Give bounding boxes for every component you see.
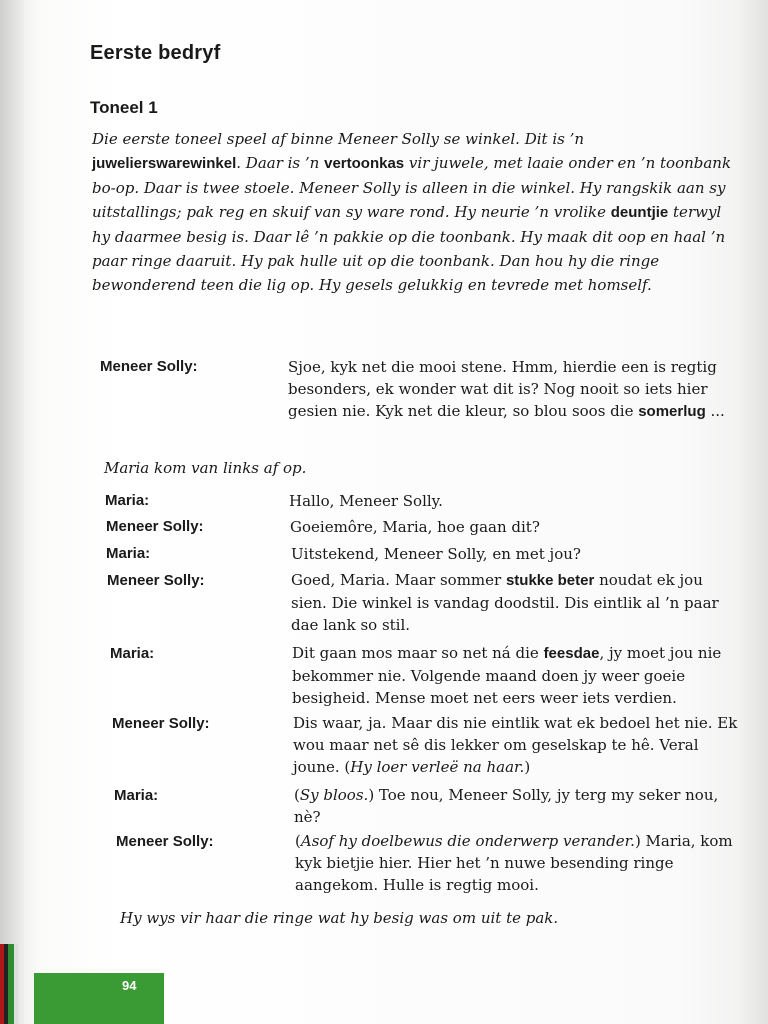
speech-text: [295, 830, 745, 896]
direction-text: Die eerste toneel speel af binne Meneer Solly se winkel. Dit is ’n: [92, 130, 585, 148]
stage-aside: Asof hy doelbewus die onderwerp verander.: [300, 832, 635, 850]
opening-stage-direction: [92, 127, 732, 297]
speech-part: Sjoe, kyk net die mooi stene. Hmm, hierdie een is regtig besonders, ek wonder wat dit is? Nog nooit so iets hier gesien nie. Kyk net die kleur, so blou soos die: [288, 358, 717, 420]
speech-part: (: [294, 786, 300, 804]
speech-part: (: [295, 832, 301, 850]
stage-direction: Maria kom van links af op.: [104, 459, 307, 477]
page-gutter: [0, 0, 24, 1024]
speech-part: ): [524, 758, 531, 776]
page-number: 94: [122, 978, 137, 993]
stage-aside: Sy bloos.: [299, 786, 369, 804]
glossary-word: stukke beter: [505, 572, 595, 589]
speech-text: Goeiemôre, Maria, hoe gaan dit?: [290, 518, 540, 536]
stage-aside: Hy loer verleë na haar.: [350, 758, 525, 776]
glossary-word: feesdae: [543, 645, 600, 662]
speaker-name: Meneer Solly:: [100, 358, 198, 375]
speech-text: Uitstekend, Meneer Solly, en met jou?: [291, 545, 581, 563]
glossary-word: somerlug: [638, 403, 706, 420]
speech-part: , jy moet jou nie bekommer nie. Volgende maand doen jy weer goeie besigheid. Mense moet net eers weer iets verdien.: [292, 644, 722, 707]
speaker-name: Maria:: [114, 787, 159, 804]
speech-text: [292, 642, 742, 709]
speaker-name: Meneer Solly:: [106, 518, 204, 535]
speech-text: Hallo, Meneer Solly.: [289, 492, 443, 510]
direction-text: vir juwele, met laaie onder en ’n toonbank bo-op. Daar is twee stoele. Meneer Solly is alleen in die winkel. Hy rangskik aan sy uitstallings; pak reg en skuif van sy ware rond. Hy neurie ’n vrolike: [92, 154, 732, 221]
glossary-word: juwelierswarewinkel: [92, 155, 237, 172]
speaker-name: Maria:: [106, 545, 151, 562]
speech-text: [288, 356, 738, 423]
direction-text: terwyl hy daarmee besig is. Daar lê ’n pakkie op die toonbank. Hy maak dit oop en haal ’n paar ringe daaruit. Hy pak hulle uit op die toonbank. Dan hou hy die ringe bewonderend teen die lig op. Hy gesels gelukkig en tevrede met homself.: [92, 203, 726, 294]
speaker-name: Meneer Solly:: [112, 715, 210, 732]
speech-part: Dis waar, ja. Maar dis nie eintlik wat ek bedoel het nie. Ek wou maar net sê dis lekker om geselskap te hê. Veral joune. (: [293, 714, 738, 776]
scene-heading: Toneel 1: [90, 98, 158, 117]
glossary-word: vertoonkas: [324, 155, 405, 172]
stage-direction: Hy wys vir haar die ringe wat hy besig was om uit te pak.: [120, 909, 559, 927]
speaker-name: Meneer Solly:: [116, 833, 214, 850]
speech-part: noudat ek jou sien. Die winkel is vandag doodstil. Dis eintlik al ’n paar dae lank so stil.: [291, 571, 719, 634]
speech-part: ) Toe nou, Meneer Solly, jy terg my seker nou, nè?: [294, 786, 719, 826]
speech-part: Goed, Maria. Maar sommer: [291, 571, 506, 589]
speaker-name: Meneer Solly:: [107, 572, 205, 589]
speech-text: [293, 712, 743, 778]
speaker-name: Maria:: [105, 492, 150, 509]
speech-part: ...: [705, 402, 725, 420]
glossary-word: deuntjie: [610, 204, 669, 221]
speech-text: [291, 569, 741, 636]
direction-text: . Daar is ’n: [236, 154, 325, 172]
speech-part: ) Maria, kom kyk bietjie hier. Hier het ’n nuwe besending ringe aangekom. Hulle is regtig mooi.: [295, 832, 733, 894]
speech-text: [294, 784, 744, 828]
speech-part: Dit gaan mos maar so net ná die: [292, 644, 544, 662]
page-number-band: [34, 973, 164, 1024]
chapter-heading: Eerste bedryf: [90, 42, 221, 64]
book-spine-edge: [0, 944, 18, 1024]
speaker-name: Maria:: [110, 645, 155, 662]
